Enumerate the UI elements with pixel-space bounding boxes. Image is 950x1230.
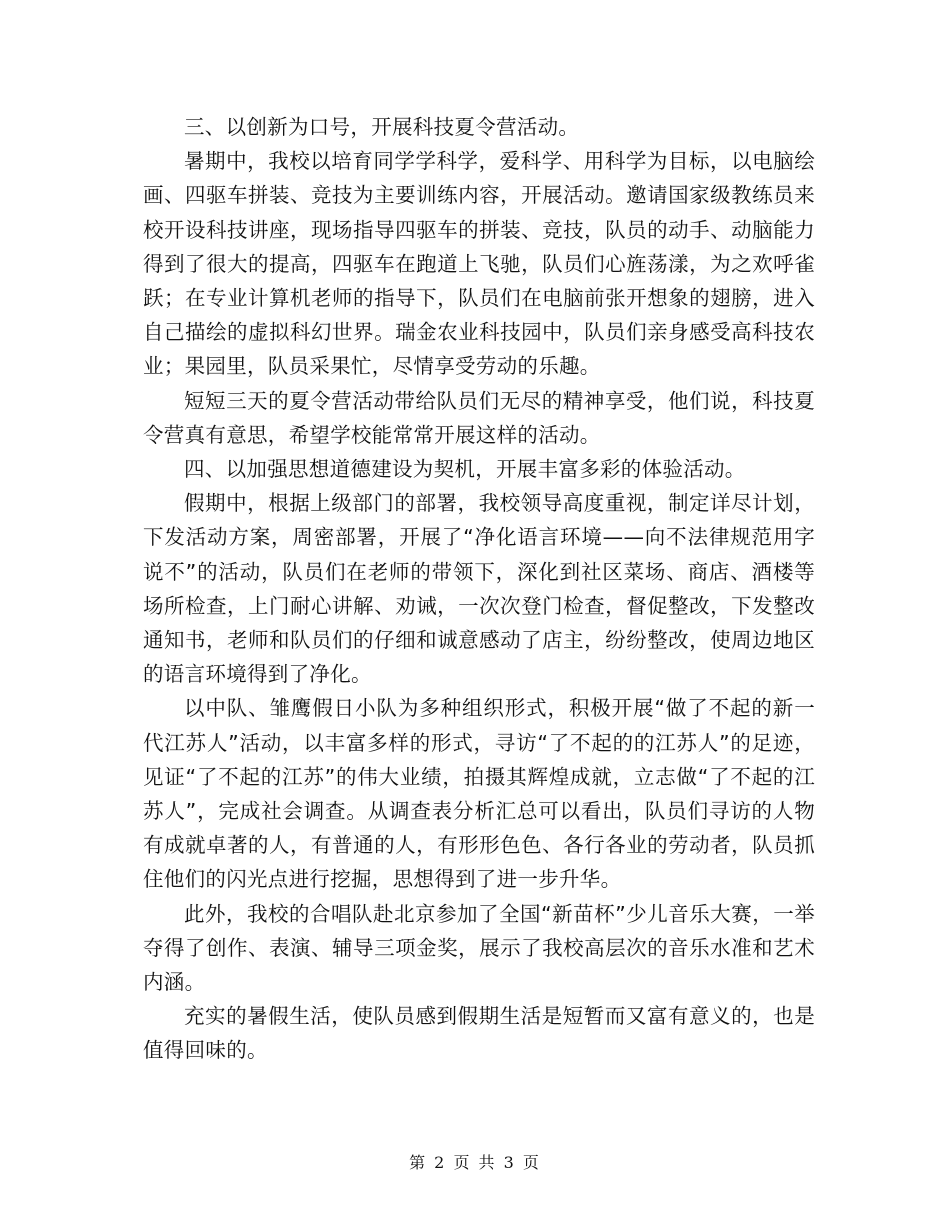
paragraph-language-environment: 假期中，根据上级部门的部署，我校领导高度重视，制定详尽计划，下发活动方案，周密部署，开展了“净化语言环境——向不法律规范用字说不”的活动，队员们在老师的带领下，深化到社区菜场、商店、酒楼等场所检查，上门耐心讲解、劝诫，一次次登门检查，督促整改，下发整改通知书，老师和队员们的仔细和诚意感动了店主，纷纷整改，使周边地区的语言环境得到了净化。: [143, 491, 815, 687]
paragraph-summary: 充实的暑假生活，使队员感到假期生活是短暂而又富有意义的，也是值得回味的。: [143, 1004, 815, 1063]
paragraph-choir-award: 此外，我校的合唱队赴北京参加了全国“新苗杯”少儿音乐大赛，一举夺得了创作、表演、辅导三项金奖，展示了我校高层次的音乐水准和艺术内涵。: [143, 901, 815, 995]
section-heading-four: 四、以加强思想道德建设为契机，开展丰富多彩的体验活动。: [184, 457, 746, 482]
paragraph-jiangsu-activity: 以中队、雏鹰假日小队为多种组织形式，积极开展“做了不起的新一代江苏人”活动，以丰富多样的形式，寻访“了不起的的江苏人”的足迹，见证“了不起的江苏”的伟大业绩，拍摄其辉煌成就，立志做“了不起的江苏人”，完成社会调查。从调查表分析汇总可以看出，队员们寻访的人物有成就卓著的人，有普通的人，有形形色色、各行各业的劳动者，队员抓住他们的闪光点进行挖掘，思想得到了进一步升华。: [143, 696, 815, 892]
document-body: [143, 110, 815, 1068]
paragraph-camp-feedback: 短短三天的夏令营活动带给队员们无尽的精神享受，他们说，科技夏令营真有意思，希望学校能常常开展这样的活动。: [143, 388, 815, 447]
page-number-footer: 第 2 页 共 3 页: [409, 1153, 541, 1172]
section-heading-three: 三、以创新为口号，开展科技夏令营活动。: [184, 115, 580, 139]
paragraph-science-camp: 暑期中，我校以培育同学学科学，爱科学、用科学为目标，以电脑绘画、四驱车拼装、竞技为主要训练内容，开展活动。邀请国家级教练员来校开设科技讲座，现场指导四驱车的拼装、竞技，队员的动手、动脑能力得到了很大的提高，四驱车在跑道上飞驰，队员们心旌荡漾，为之欢呼雀跃；在专业计算机老师的指导下，队员们在电脑前张开想象的翅膀，进入自己描绘的虚拟科幻世界。瑞金农业科技园中，队员们亲身感受高科技农业；果园里，队员采果忙，尽情享受劳动的乐趣。: [143, 149, 815, 379]
